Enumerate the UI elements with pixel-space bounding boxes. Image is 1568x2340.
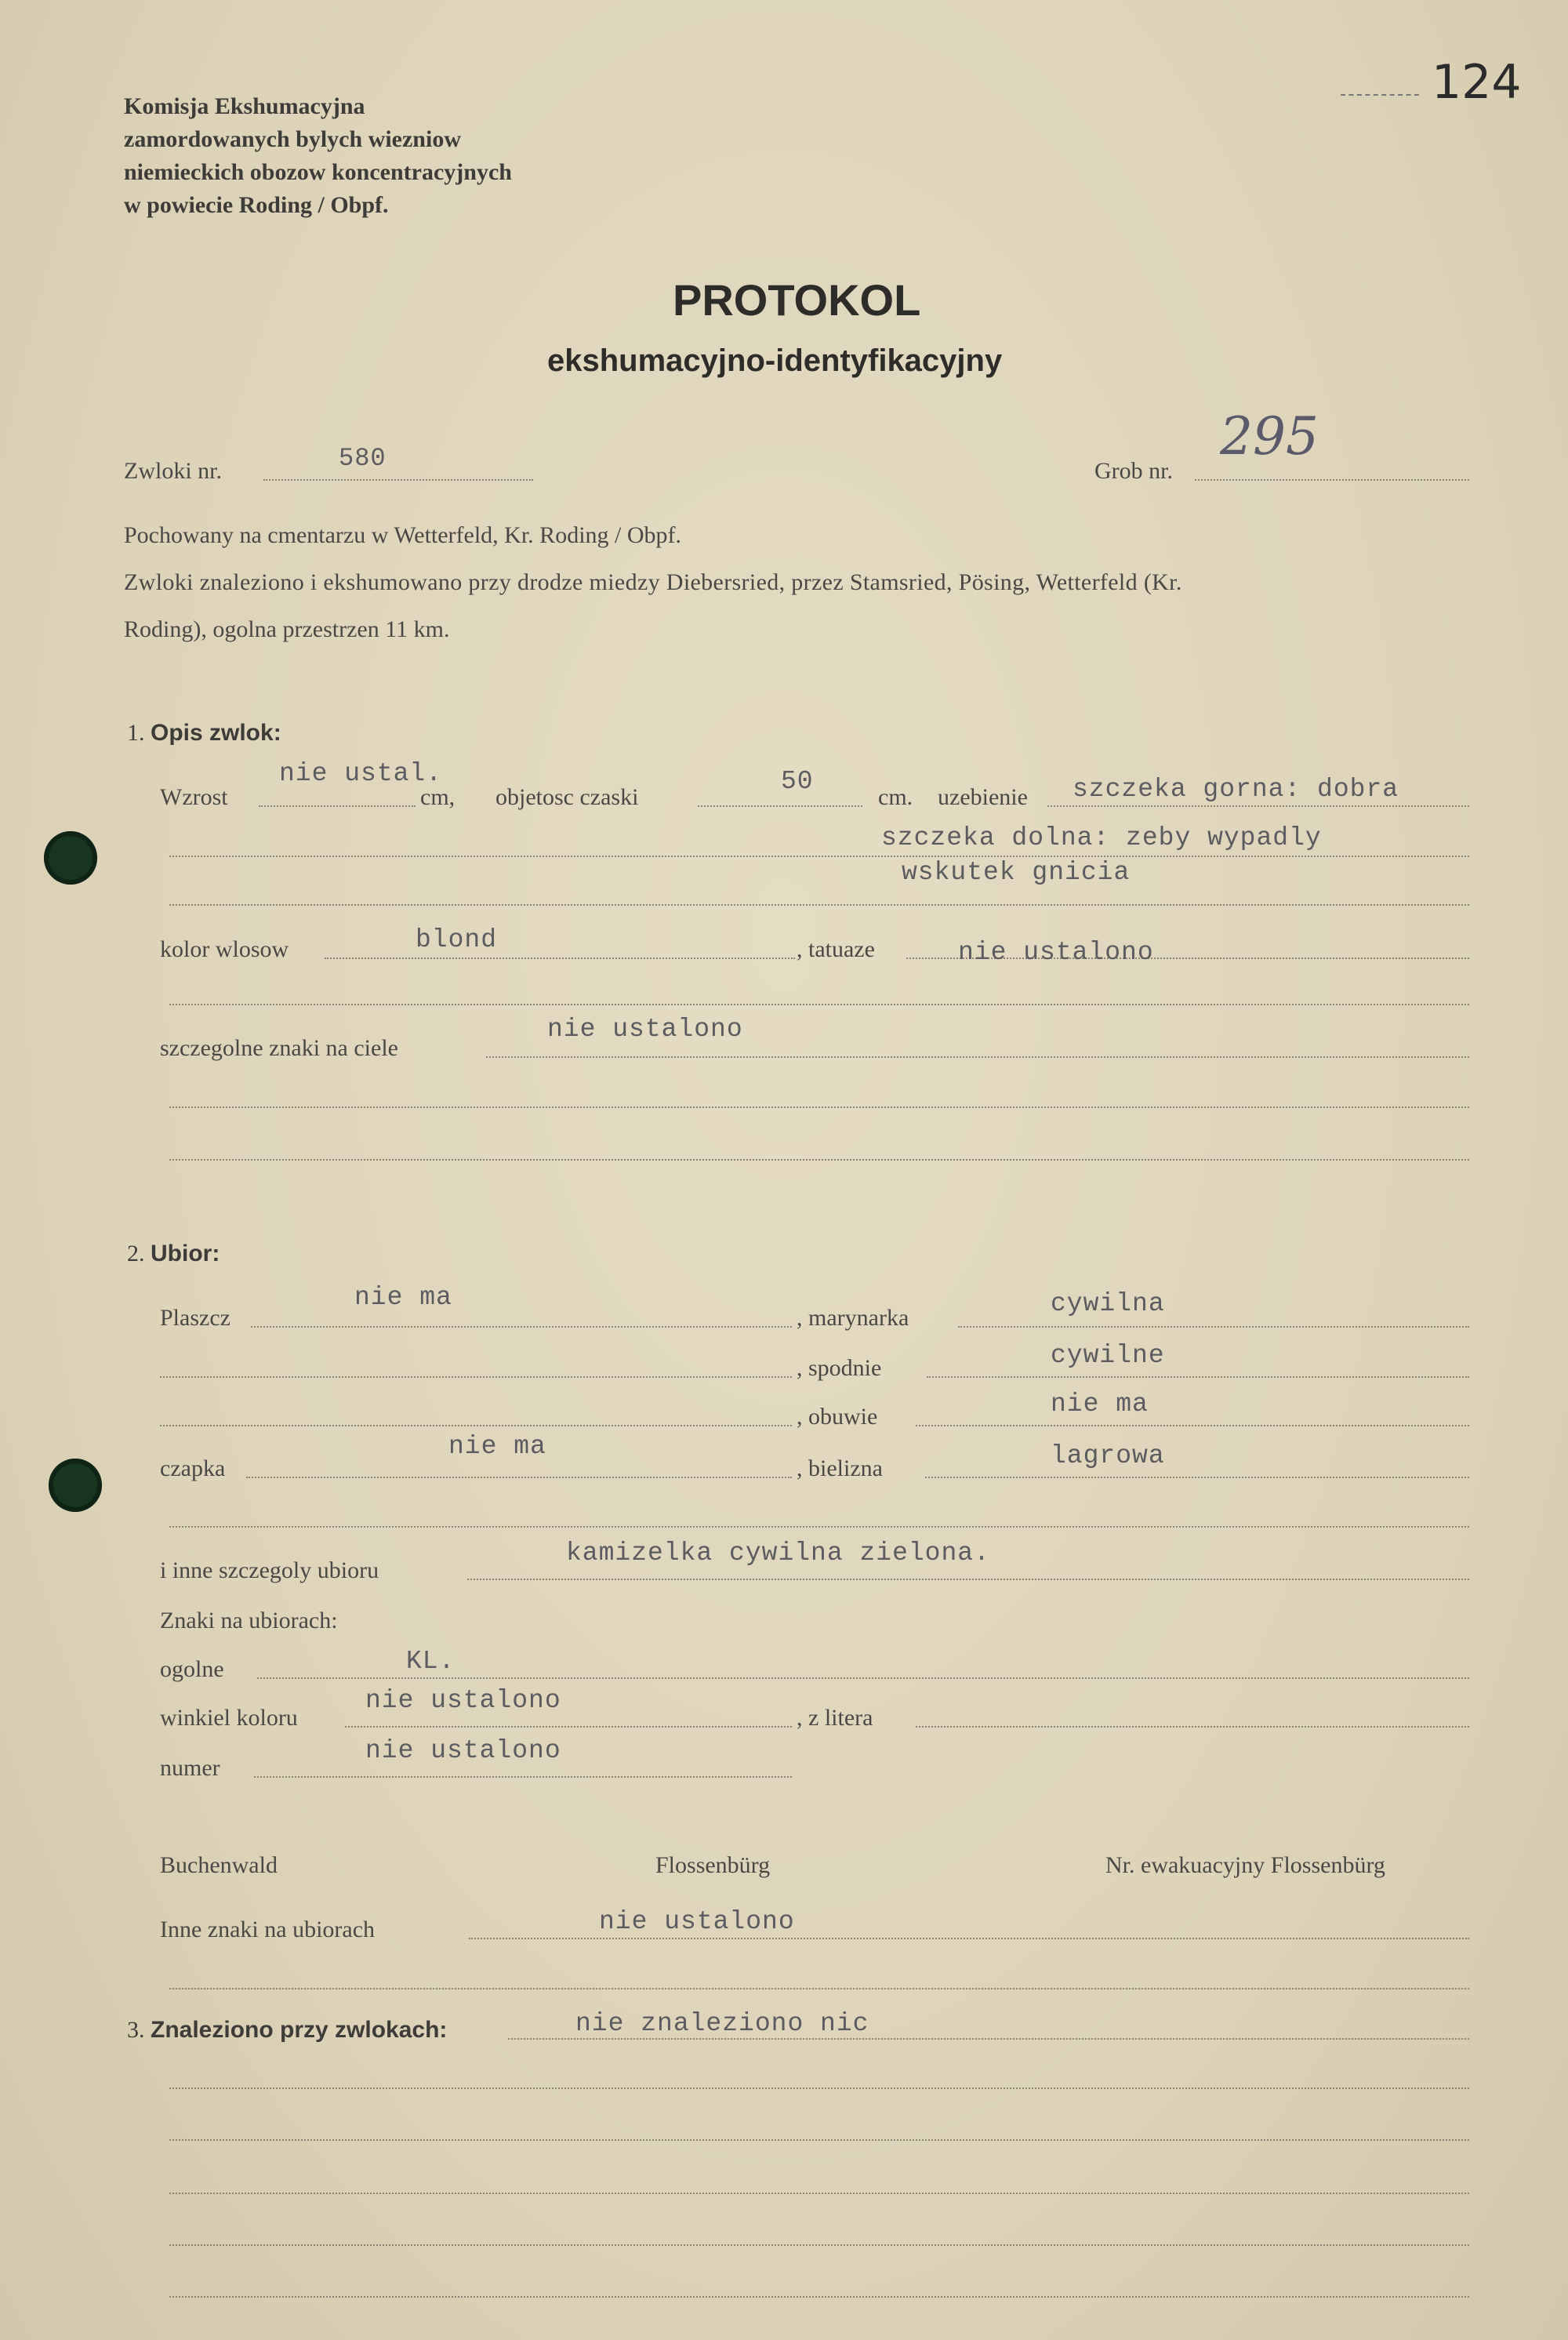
section-3-rule-a: [169, 2087, 1469, 2089]
page-number: 124: [1432, 55, 1522, 110]
zwloki-label: Zwloki nr.: [124, 458, 222, 484]
ogolne-line: [257, 1677, 1469, 1679]
inne-znaki-label: Inne znaki na ubiorach: [160, 1917, 376, 1942]
section-3-rule-d: [169, 2244, 1469, 2246]
uzebienie-line-3: wskutek gnicia: [902, 858, 1131, 887]
znaki-label: szczegolne znaki na ciele: [160, 1035, 398, 1061]
section-2-title: Ubior:: [151, 1241, 220, 1266]
spodnie-value: cywilne: [1051, 1341, 1165, 1370]
section-1-rule-a: [169, 1004, 1469, 1005]
numer-value: nie ustalono: [365, 1736, 561, 1765]
flossenburg-label: Flossenbürg: [655, 1852, 771, 1878]
winkiel-line: [345, 1726, 792, 1728]
bielizna-label: , bielizna: [797, 1455, 883, 1481]
czapka-value: nie ma: [448, 1432, 546, 1461]
znaki-ubiorach-label: Znaki na ubiorach:: [160, 1608, 338, 1633]
tatuaze-label: , tatuaze: [797, 936, 875, 962]
numer-line: [254, 1776, 792, 1778]
buchenwald-label: Buchenwald: [160, 1852, 278, 1878]
header-line-1: Komisja Ekshumacyjna: [124, 93, 365, 119]
znaki-line: [486, 1056, 1469, 1058]
bielizna-line: [925, 1477, 1469, 1478]
section-3-heading: [127, 2017, 447, 2044]
uzebienie-line-2: szczeka dolna: zeby wypadly: [881, 823, 1322, 852]
intro-line-1: Pochowany na cmentarzu w Wetterfeld, Kr. Roding / Obpf.: [124, 522, 682, 548]
wzrost-value: nie ustal.: [279, 759, 443, 788]
section-1-title: Opis zwlok:: [151, 720, 281, 746]
section-3-rule-c: [169, 2193, 1469, 2194]
zwloki-line: [263, 479, 533, 481]
section-2-heading: [127, 1241, 220, 1267]
marynarka-value: cywilna: [1051, 1289, 1165, 1318]
punch-hole-bottom: [49, 1459, 102, 1512]
header-line-2: zamordowanych bylych wiezniow: [124, 126, 461, 152]
section-3-line: [508, 2038, 1469, 2040]
numer-label: numer: [160, 1755, 220, 1781]
czaszka-value: 50: [781, 767, 814, 796]
inne-value: kamizelka cywilna zielona.: [566, 1539, 990, 1568]
grob-label: Grob nr.: [1094, 458, 1173, 484]
section-3-value: nie znaleziono nic: [575, 2009, 869, 2038]
uzebienie-line: [1047, 805, 1469, 807]
bielizna-value: lagrowa: [1051, 1441, 1165, 1470]
marynarka-line: [958, 1326, 1469, 1328]
section-1-number: 1.: [127, 720, 145, 746]
ogolne-value: KL.: [406, 1647, 456, 1676]
czapka-line: [246, 1477, 792, 1478]
section-1-rule-c: [169, 1159, 1469, 1161]
section-3-rule-e: [169, 2296, 1469, 2298]
inne-znaki-value: nie ustalono: [599, 1907, 795, 1936]
grob-line: [1195, 479, 1469, 481]
wzrost-line: [259, 805, 416, 807]
section-1-heading: [127, 720, 281, 747]
plaszcz-value: nie ma: [354, 1283, 452, 1312]
spodnie-label: , spodnie: [797, 1355, 882, 1381]
wzrost-unit: cm,: [420, 784, 456, 810]
header-line-4: w powiecie Roding / Obpf.: [124, 192, 389, 218]
uzebienie-line-3-rule: [169, 904, 1469, 906]
obuwie-value: nie ma: [1051, 1390, 1149, 1419]
document-title: PROTOKOL: [673, 275, 921, 325]
uzebienie-label: uzebienie: [938, 784, 1028, 810]
czaszka-line: [698, 805, 862, 807]
obuwie-left-line: [160, 1425, 792, 1426]
czaszka-unit: cm.: [878, 784, 913, 810]
obuwie-line: [916, 1425, 1469, 1426]
section-2-rule-b: [169, 1988, 1469, 1989]
czapka-label: czapka: [160, 1455, 226, 1481]
section-1-rule-b: [169, 1106, 1469, 1108]
punch-hole-top: [44, 831, 97, 885]
plaszcz-label: Plaszcz: [160, 1305, 230, 1331]
marynarka-label: , marynarka: [797, 1305, 909, 1331]
page-number-underline: [1341, 94, 1419, 96]
section-3-number: 3.: [127, 2017, 145, 2043]
winkiel-label: winkiel koloru: [160, 1705, 298, 1731]
litera-label: , z litera: [797, 1705, 873, 1731]
grob-value: 295: [1220, 406, 1319, 467]
document-subtitle: ekshumacyjno-identyfikacyjny: [547, 343, 1003, 378]
spodnie-left-line: [160, 1376, 792, 1378]
ogolne-label: ogolne: [160, 1656, 224, 1682]
wlosy-label: kolor wlosow: [160, 936, 289, 962]
spodnie-line: [927, 1376, 1469, 1378]
ewakuacyjny-label: Nr. ewakuacyjny Flossenbürg: [1105, 1852, 1385, 1878]
section-3-title: Znaleziono przy zwlokach:: [151, 2017, 448, 2043]
obuwie-label: , obuwie: [797, 1404, 878, 1430]
wlosy-line: [325, 957, 795, 959]
intro-line-3: Roding), ogolna przestrzen 11 km.: [124, 616, 450, 642]
winkiel-value: nie ustalono: [365, 1686, 561, 1715]
uzebienie-line-2-rule: [169, 856, 1469, 857]
inne-line: [467, 1579, 1469, 1580]
section-3-rule-b: [169, 2139, 1469, 2141]
zwloki-value: 580: [339, 444, 387, 473]
znaki-value: nie ustalono: [547, 1015, 743, 1044]
intro-line-2: Zwloki znaleziono i ekshumowano przy drodze miedzy Diebersried, przez Stamsried, Pösing, Wetterfeld (Kr.: [124, 569, 1182, 595]
header-line-3: niemieckich obozow koncentracyjnych: [124, 159, 512, 185]
czaszka-label: objetosc czaski: [495, 784, 639, 810]
wlosy-value: blond: [416, 925, 498, 954]
uzebienie-line-1: szczeka gorna: dobra: [1073, 775, 1399, 804]
section-2-rule-a: [169, 1526, 1469, 1528]
inne-label: i inne szczegoly ubioru: [160, 1557, 379, 1583]
litera-line: [916, 1726, 1469, 1728]
wzrost-label: Wzrost: [160, 784, 228, 810]
tatuaze-value: nie ustalono: [958, 938, 1154, 967]
plaszcz-line: [251, 1326, 792, 1328]
inne-znaki-line: [469, 1938, 1469, 1939]
section-2-number: 2.: [127, 1241, 145, 1266]
